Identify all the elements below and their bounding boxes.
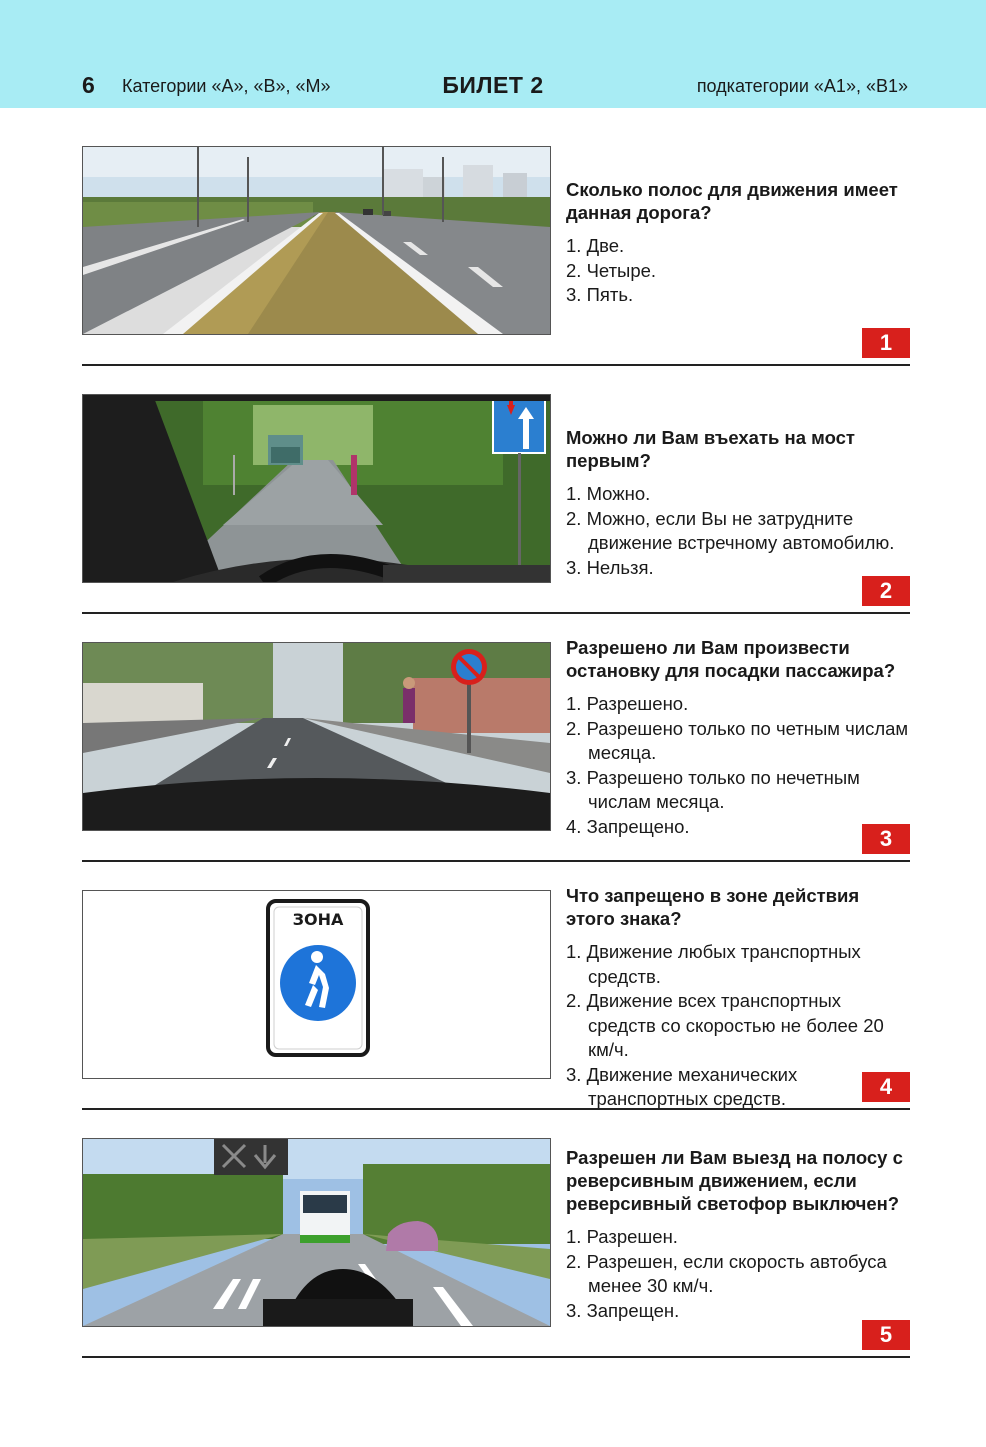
page-number: 6 xyxy=(82,72,95,98)
answer-option[interactable]: 2. Четыре. xyxy=(566,259,657,281)
question-1 xyxy=(0,146,986,394)
categories-label: Категории «А», «В», «М» xyxy=(122,76,331,96)
bridge-road-photo xyxy=(83,395,550,582)
answer-option[interactable]: 1. Разрешен. xyxy=(566,1226,678,1247)
question-2-image xyxy=(82,394,551,583)
pedestrian-zone-sign xyxy=(83,891,550,1078)
answer-option[interactable]: 2. Разрешен, если скорость автобуса менее 30 км/ч. xyxy=(566,1250,887,1296)
question-number-badge: 4 xyxy=(862,1072,910,1102)
answer-option[interactable]: 2. Разрешено только по четным числам месяца. xyxy=(566,717,909,763)
question-4-answers xyxy=(566,940,911,1112)
question-4 xyxy=(0,885,986,1138)
answer-option[interactable]: 1. Можно. xyxy=(566,483,651,504)
street-stop-photo xyxy=(83,643,550,830)
answer-option[interactable]: 3. Пять. xyxy=(566,284,634,305)
subcategories-label: подкатегории «А1», «В1» xyxy=(696,76,908,96)
divider xyxy=(82,1356,910,1358)
question-5 xyxy=(0,1138,986,1386)
question-number-badge: 5 xyxy=(862,1320,910,1350)
answer-option[interactable]: 3. Запрещен. xyxy=(566,1299,680,1321)
question-1-image xyxy=(82,146,551,335)
answer-option[interactable]: 1. Движение любых транспортных средств. xyxy=(566,941,861,987)
page-header xyxy=(0,0,986,108)
answer-option[interactable]: 1. Две. xyxy=(566,235,625,256)
question-1-title: Сколько полос для движения имеет данная дорога? xyxy=(566,179,898,223)
question-5-image xyxy=(82,1138,551,1327)
answer-option[interactable]: 1. Разрешено. xyxy=(566,693,689,714)
question-4-title: Что запрещено в зоне действия этого знака? xyxy=(566,885,860,929)
divider xyxy=(82,612,910,614)
question-5-title: Разрешен ли Вам выезд на полосу с реверсивным движением, если реверсивный светофор выключен? xyxy=(566,1147,903,1214)
question-3-answers xyxy=(566,692,911,839)
zone-sign-text: ЗОНА xyxy=(292,910,344,929)
answer-option[interactable]: 3. Движение механических транспортных средств. xyxy=(566,1063,798,1109)
divider xyxy=(82,364,910,366)
question-3-title: Разрешено ли Вам произвести остановку для посадки пассажира? xyxy=(566,637,896,681)
question-4-image xyxy=(82,890,551,1079)
question-3-image xyxy=(82,642,551,831)
answer-option[interactable]: 2. Можно, если Вы не затрудните движение встречному автомобилю. xyxy=(566,507,895,553)
question-2 xyxy=(0,394,986,642)
question-3 xyxy=(0,637,986,890)
reversible-lane-photo xyxy=(83,1139,550,1326)
answer-option[interactable]: 3. Разрешено только по нечетным числам месяца. xyxy=(566,766,860,812)
question-number-badge: 2 xyxy=(862,576,910,606)
answer-option[interactable]: 4. Запрещено. xyxy=(566,815,690,837)
divider xyxy=(82,1108,910,1110)
question-5-answers xyxy=(566,1225,911,1323)
answer-option[interactable]: 3. Нельзя. xyxy=(566,556,654,578)
question-1-answers xyxy=(566,234,911,308)
question-2-title: Можно ли Вам въехать на мост первым? xyxy=(566,427,855,471)
ticket-title: БИЛЕТ 2 xyxy=(442,72,544,98)
answer-option[interactable]: 2. Движение всех транспортных средств со скоростью не более 20 км/ч. xyxy=(566,990,884,1060)
question-2-answers xyxy=(566,482,911,580)
divided-highway-photo xyxy=(83,147,550,334)
question-number-badge: 3 xyxy=(862,824,910,854)
question-number-badge: 1 xyxy=(862,328,910,358)
divider xyxy=(82,860,910,862)
